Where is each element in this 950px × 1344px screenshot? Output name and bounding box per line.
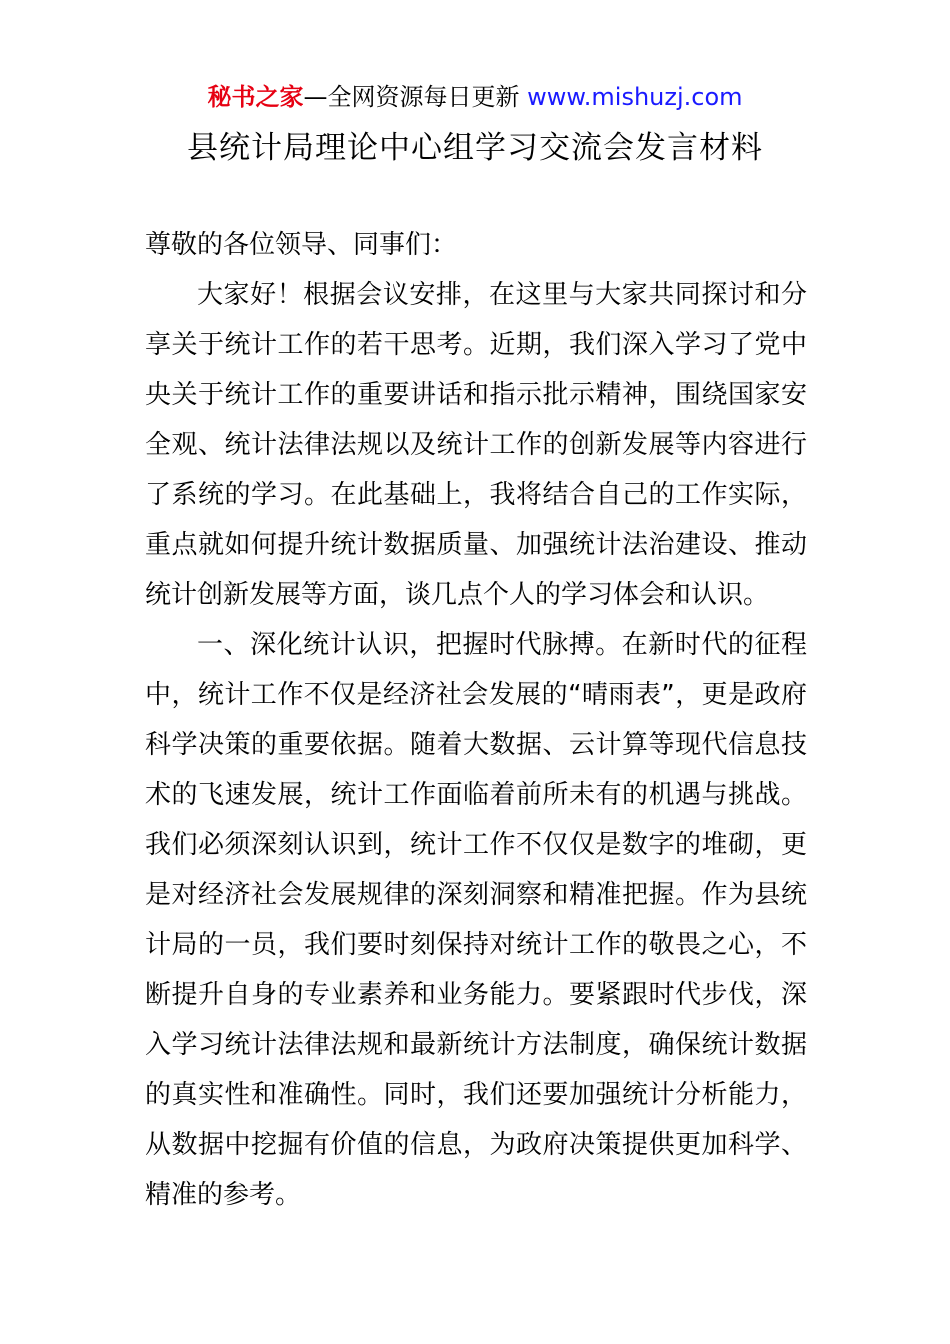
banner-tagline: —全网资源每日更新 bbox=[303, 83, 520, 111]
site-banner bbox=[0, 80, 950, 114]
site-url-link[interactable]: www.mishuzj.com bbox=[527, 83, 743, 111]
salutation: 尊敬的各位领导、同事们： bbox=[145, 230, 458, 260]
document-title: 县统计局理论中心组学习交流会发言材料 bbox=[187, 130, 763, 166]
paragraph-section-one: 一、深化统计认识，把握时代脉搏。在新时代的征程中，统计工作不仅是经济社会发展的“晴雨表”，更是政府科学决策的重要依据。随着大数据、云计算等现代信息技术的飞速发展，统计工作面临着前所未有的机遇与挑战。我们必须深刻认识到，统计工作不仅仅是数字的堆砌，更是对经济社会发展规律的深刻洞察和精准把握。作为县统计局的一员，我们要时刻保持对统计工作的敬畏之心，不断提升自身的专业素养和业务能力。要紧跟时代步伐，深入学习统计法律法规和最新统计方法制度，确保统计数据的真实性和准确性。同时，我们还要加强统计分析能力，从数据中挖掘有价值的信息，为政府决策提供更加科学、精准的参考。 bbox=[145, 630, 807, 1210]
document-body bbox=[145, 220, 807, 1220]
brand-name: 秘书之家 bbox=[207, 83, 304, 111]
paragraph-intro: 大家好！根据会议安排，在这里与大家共同探讨和分享关于统计工作的若干思考。近期，我们深入学习了党中央关于统计工作的重要讲话和指示批示精神，围绕国家安全观、统计法律法规以及统计工作的创新发展等内容进行了系统的学习。在此基础上，我将结合自己的工作实际，重点就如何提升统计数据质量、加强统计法治建设、推动统计创新发展等方面，谈几点个人的学习体会和认识。 bbox=[145, 280, 807, 610]
